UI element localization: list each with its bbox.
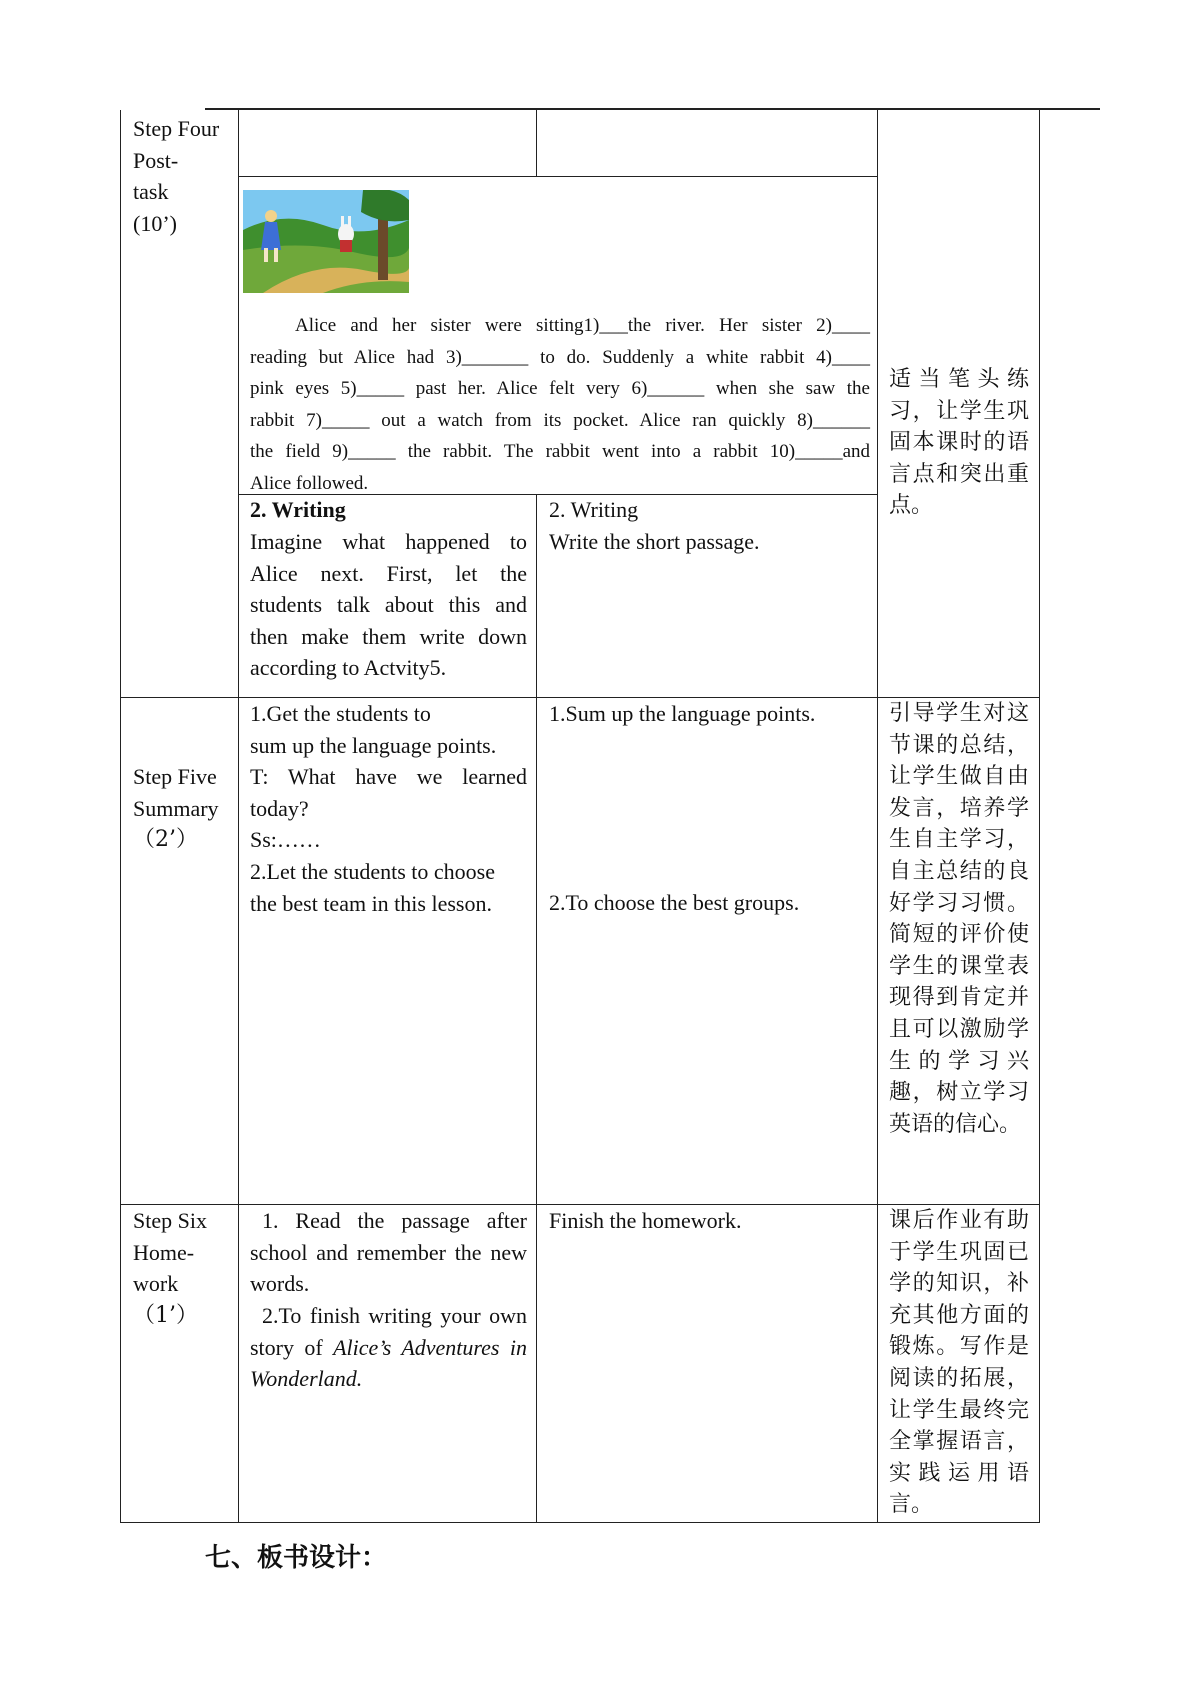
student-writing-text: Write the short passage. <box>549 529 760 554</box>
passage-line: pink eyes 5)_____ past her. Alice felt very 6)______ when she saw the <box>250 378 870 400</box>
teacher-writing-title: 2. Writing <box>250 497 346 522</box>
passage-line: the field 9)_____ the rabbit. The rabbit went into a rabbit 10)_____and <box>250 441 870 463</box>
cloze-passage <box>250 310 870 500</box>
step-four-label: Step Four Post- task (10’) <box>133 116 220 236</box>
step-six-student: Finish the homework. <box>549 1208 742 1233</box>
student-writing-title: 2. Writing <box>549 497 639 522</box>
step-six-teacher-2: 2.To finish writing your own story of Alice’s Adventures in Wonderland. <box>250 1303 527 1392</box>
step-six-label: Step Six Home- work （1’） <box>133 1208 207 1328</box>
passage-line: Alice followed. <box>250 472 369 494</box>
col-divider-2 <box>536 110 537 176</box>
step-five-purpose: 引导学生对这节课的总结，让学生做自由发言，培养学生自主学习，自主总结的良好学习习惯。简短的评价使学生的课堂表现得到肯定并且可以激励学生的学习兴趣，树立学习英语的信心。 <box>889 701 1029 1137</box>
passage-line: Alice and her sister were sitting1)___the river. Her sister 2)____ <box>295 315 870 336</box>
alice-rabbit-illustration <box>243 190 409 293</box>
step-five-student-2: 2.To choose the best groups. <box>549 890 800 915</box>
col-divider-1 <box>238 110 239 1523</box>
step-six-teacher-1: 1. Read the passage after school and remember the new words. <box>250 1208 527 1297</box>
step-five-student-1: 1.Sum up the language points. <box>549 701 816 726</box>
step-six-purpose: 课后作业有助于学生巩固已学的知识，补充其他方面的锻炼。写作是阅读的拓展，让学生最终完全掌握语言，实践运用语言。 <box>889 1208 1029 1518</box>
row-line-a <box>238 176 877 177</box>
passage-line: rabbit 7)_____ out a watch from its pocket. Alice ran quickly 8)______ <box>250 409 870 431</box>
col-divider-2b <box>536 494 537 1523</box>
step-five-label: Step Five Summary （2’） <box>133 764 219 853</box>
step-five-teacher: 1.Get the students to sum up the language points. T: What have we learned today? Ss:…… 2.Let the students to choose the best team in this lesson. <box>250 701 527 916</box>
teacher-writing-text: Imagine what happened to Alice next. First, let the students talk about this and then make them write down according to Actvity5. <box>250 529 527 681</box>
col-divider-3 <box>877 110 878 1523</box>
step-four-purpose: 适当笔头练习，让学生巩固本课时的语言点和突出重点。 <box>889 367 1029 519</box>
section-heading-board-design: 七、板书设计： <box>205 1543 388 1573</box>
passage-line: reading but Alice had 3)_______ to do. Suddenly a white rabbit 4)____ <box>250 346 870 368</box>
